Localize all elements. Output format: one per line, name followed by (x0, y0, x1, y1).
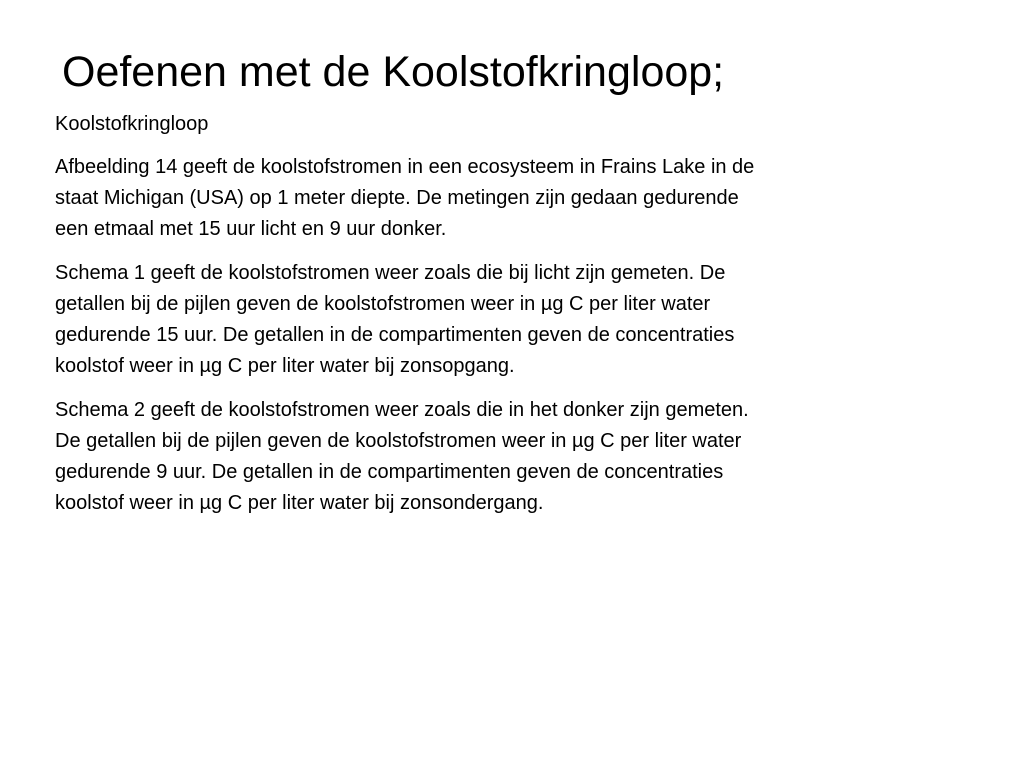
paragraph-line: Schema 2 geeft de koolstofstromen weer zoals die in het donker zijn gemeten. (55, 399, 749, 421)
paragraph-line: getallen bij de pijlen geven de koolstofstromen weer in µg C per liter water (55, 293, 711, 315)
subheading: Koolstofkringloop (55, 113, 209, 135)
paragraph-line: koolstof weer in µg C per liter water bij zonsopgang. (55, 355, 515, 377)
paragraph-line: Afbeelding 14 geeft de koolstofstromen in een ecosysteem in Frains Lake in de (55, 156, 755, 178)
paragraph-afbeelding-14 (55, 152, 975, 245)
paragraph-line: een etmaal met 15 uur licht en 9 uur donker. (55, 218, 447, 240)
paragraph-line: De getallen bij de pijlen geven de koolstofstromen weer in µg C per liter water (55, 430, 742, 452)
paragraph-line: gedurende 15 uur. De getallen in de compartimenten geven de concentraties (55, 324, 735, 346)
paragraph-schema-2 (55, 395, 975, 519)
paragraph-line: staat Michigan (USA) op 1 meter diepte. De metingen zijn gedaan gedurende (55, 187, 739, 209)
paragraph-line: Schema 1 geeft de koolstofstromen weer zoals die bij licht zijn gemeten. De (55, 262, 726, 284)
slide-title: Oefenen met de Koolstofkringloop; (62, 48, 725, 96)
paragraph-line: gedurende 9 uur. De getallen in de compartimenten geven de concentraties (55, 461, 724, 483)
paragraph-schema-1 (55, 258, 975, 382)
paragraph-line: koolstof weer in µg C per liter water bij zonsondergang. (55, 492, 544, 514)
slide-body (55, 109, 975, 532)
